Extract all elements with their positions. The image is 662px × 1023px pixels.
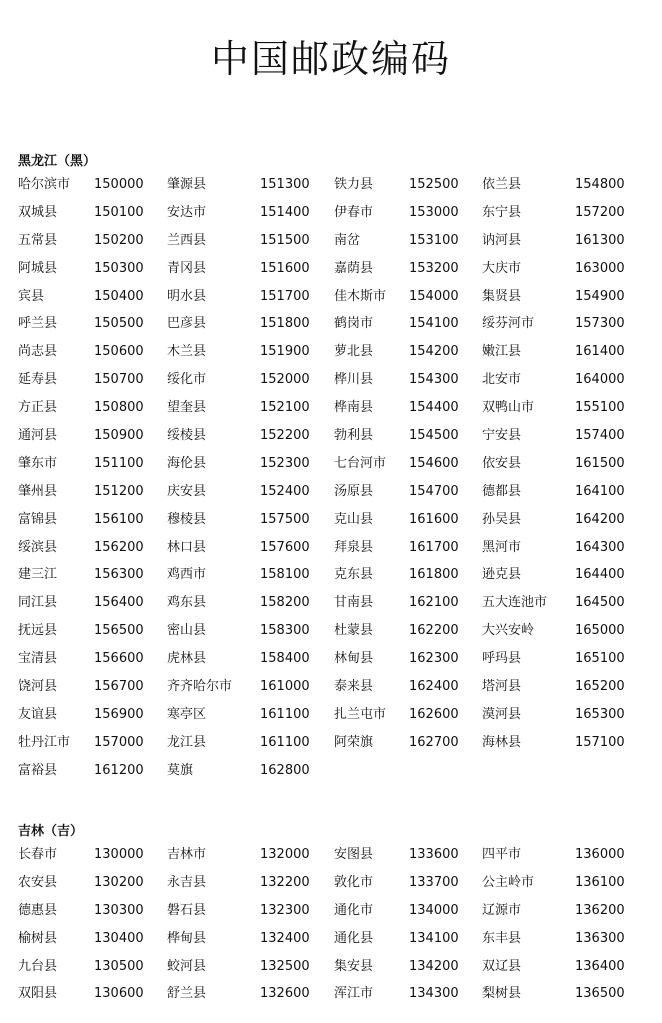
postal-code-cell: 136100 (575, 874, 625, 890)
postal-code-cell: 154100 (409, 316, 459, 332)
place-name-cell: 东宁县 (482, 204, 522, 220)
place-name-cell: 德都县 (482, 483, 522, 499)
place-name-cell: 宁安县 (482, 428, 522, 444)
place-name-cell: 延寿县 (18, 372, 58, 388)
place-name-cell: 莫旗 (167, 762, 194, 778)
postal-code-cell: 155100 (575, 400, 625, 416)
place-name-cell: 黑河市 (482, 539, 522, 555)
postal-code-cell: 157600 (260, 539, 310, 555)
place-name-cell: 宾县 (18, 288, 45, 304)
postal-code-cell: 150600 (94, 344, 144, 360)
table-row (0, 645, 662, 673)
table-row (0, 422, 662, 450)
postal-code-cell: 151500 (260, 232, 310, 248)
place-name-cell: 克东县 (334, 567, 374, 583)
place-name-cell: 安达市 (167, 204, 207, 220)
place-name-cell: 泰来县 (334, 679, 374, 695)
place-name-cell: 肇东市 (18, 455, 58, 471)
postal-code-cell: 164500 (575, 595, 625, 611)
postal-code-cell: 154300 (409, 372, 459, 388)
place-name-cell: 拜泉县 (334, 539, 374, 555)
table-row (0, 729, 662, 757)
table-row (0, 171, 662, 199)
postal-code-cell: 162100 (409, 595, 459, 611)
postal-code-cell: 162200 (409, 623, 459, 639)
table-row (0, 841, 662, 869)
postal-code-cell: 156900 (94, 706, 144, 722)
place-name-cell: 林口县 (167, 539, 207, 555)
postal-code-cell: 153000 (409, 204, 459, 220)
table-row (0, 897, 662, 925)
place-name-cell: 九台县 (18, 958, 58, 974)
postal-code-cell: 150800 (94, 400, 144, 416)
postal-code-cell: 156300 (94, 567, 144, 583)
postal-code-cell: 132000 (260, 847, 310, 862)
postal-code-cell: 158100 (260, 567, 310, 583)
postal-code-cell: 158400 (260, 651, 310, 667)
place-name-cell: 嫩江县 (482, 344, 522, 360)
place-name-cell: 敦化市 (334, 874, 374, 890)
postal-code-cell: 164200 (575, 511, 625, 527)
postal-code-cell: 157100 (575, 734, 625, 750)
postal-code-cell: 157000 (94, 734, 144, 750)
postal-code-cell: 156500 (94, 623, 144, 639)
table-row (0, 227, 662, 255)
place-name-cell: 绥滨县 (18, 539, 58, 555)
place-name-cell: 塔河县 (482, 679, 522, 695)
place-name-cell: 通河县 (18, 428, 58, 444)
postal-code-cell: 130500 (94, 958, 144, 974)
place-name-cell: 呼玛县 (482, 651, 522, 667)
postal-code-cell: 133600 (409, 847, 459, 862)
place-name-cell: 集安县 (334, 958, 374, 974)
postal-code-cell: 165200 (575, 679, 625, 695)
place-name-cell: 孙吴县 (482, 511, 522, 527)
postal-code-cell: 132400 (260, 930, 310, 946)
postal-code-cell: 153100 (409, 232, 459, 248)
place-name-cell: 密山县 (167, 623, 207, 639)
table-row (0, 673, 662, 701)
postal-code-cell: 134000 (409, 902, 459, 918)
place-name-cell: 五大连池市 (482, 595, 548, 611)
place-name-cell: 双辽县 (482, 958, 522, 974)
postal-code-cell: 151900 (260, 344, 310, 360)
place-name-cell: 甘南县 (334, 595, 374, 611)
postal-code-cell: 152200 (260, 428, 310, 444)
postal-code-cell: 161100 (260, 706, 310, 722)
postal-code-cell: 154600 (409, 455, 459, 471)
place-name-cell: 抚远县 (18, 623, 58, 639)
place-name-cell: 富裕县 (18, 762, 58, 778)
place-name-cell: 伊春市 (334, 204, 374, 220)
table-row (0, 255, 662, 283)
place-name-cell: 舒兰县 (167, 986, 207, 1002)
postal-code-cell: 134300 (409, 986, 459, 1002)
table-row (0, 561, 662, 589)
postal-code-cell: 154900 (575, 288, 625, 304)
place-name-cell: 阿城县 (18, 260, 58, 276)
place-name-cell: 肇源县 (167, 177, 207, 192)
place-name-cell: 富锦县 (18, 511, 58, 527)
postal-code-cell: 152300 (260, 455, 310, 471)
postal-code-cell: 150000 (94, 177, 144, 192)
table-row (0, 506, 662, 534)
postal-code-cell: 152400 (260, 483, 310, 499)
table-row (0, 199, 662, 227)
place-name-cell: 南岔 (334, 232, 361, 248)
table-row (0, 310, 662, 338)
place-name-cell: 桦甸县 (167, 930, 207, 946)
place-name-cell: 永吉县 (167, 874, 207, 890)
postal-code-cell: 130300 (94, 902, 144, 918)
postal-code-cell: 133700 (409, 874, 459, 890)
place-name-cell: 五常县 (18, 232, 58, 248)
postal-code-cell: 151800 (260, 316, 310, 332)
postal-code-cell: 161400 (575, 344, 625, 360)
place-name-cell: 梨树县 (482, 986, 522, 1002)
postal-code-cell: 164400 (575, 567, 625, 583)
postal-code-cell: 161500 (575, 455, 625, 471)
place-name-cell: 龙江县 (167, 734, 207, 750)
postal-code-table-heilongjiang (0, 171, 662, 785)
table-row (0, 450, 662, 478)
postal-code-cell: 151100 (94, 455, 144, 471)
postal-code-cell: 164300 (575, 539, 625, 555)
place-name-cell: 杜蒙县 (334, 623, 374, 639)
place-name-cell: 绥化市 (167, 372, 207, 388)
postal-code-cell: 130000 (94, 847, 144, 862)
postal-code-cell: 157300 (575, 316, 625, 332)
place-name-cell: 讷河县 (482, 232, 522, 248)
postal-code-cell: 130200 (94, 874, 144, 890)
postal-code-cell: 151200 (94, 483, 144, 499)
place-name-cell: 逊克县 (482, 567, 522, 583)
postal-code-cell: 136000 (575, 847, 625, 862)
place-name-cell: 榆树县 (18, 930, 58, 946)
postal-code-cell: 158300 (260, 623, 310, 639)
place-name-cell: 饶河县 (18, 679, 58, 695)
postal-code-cell: 153200 (409, 260, 459, 276)
place-name-cell: 海伦县 (167, 455, 207, 471)
place-name-cell: 青冈县 (167, 260, 207, 276)
postal-code-cell: 164000 (575, 372, 625, 388)
table-row (0, 283, 662, 311)
place-name-cell: 鸡西市 (167, 567, 207, 583)
place-name-cell: 吉林市 (167, 847, 207, 862)
postal-code-cell: 152500 (409, 177, 459, 192)
place-name-cell: 友谊县 (18, 706, 58, 722)
place-name-cell: 大兴安岭 (482, 623, 535, 639)
postal-code-cell: 158200 (260, 595, 310, 611)
postal-code-cell: 154000 (409, 288, 459, 304)
place-name-cell: 建三江 (18, 567, 58, 583)
place-name-cell: 方正县 (18, 400, 58, 416)
table-row (0, 534, 662, 562)
place-name-cell: 绥棱县 (167, 428, 207, 444)
postal-code-cell: 151700 (260, 288, 310, 304)
postal-code-cell: 161100 (260, 734, 310, 750)
postal-code-cell: 154500 (409, 428, 459, 444)
table-row (0, 953, 662, 981)
postal-code-cell: 154400 (409, 400, 459, 416)
place-name-cell: 呼兰县 (18, 316, 58, 332)
place-name-cell: 双阳县 (18, 986, 58, 1002)
table-row (0, 589, 662, 617)
postal-code-cell: 150200 (94, 232, 144, 248)
postal-code-table-jilin (0, 841, 662, 1008)
place-name-cell: 桦南县 (334, 400, 374, 416)
place-name-cell: 兰西县 (167, 232, 207, 248)
postal-code-cell: 162300 (409, 651, 459, 667)
postal-code-cell: 161700 (409, 539, 459, 555)
place-name-cell: 虎林县 (167, 651, 207, 667)
postal-code-cell: 150500 (94, 316, 144, 332)
postal-code-cell: 150300 (94, 260, 144, 276)
postal-code-cell: 150400 (94, 288, 144, 304)
place-name-cell: 牡丹江市 (18, 734, 71, 750)
place-name-cell: 依兰县 (482, 177, 522, 192)
place-name-cell: 绥芬河市 (482, 316, 535, 332)
place-name-cell: 漠河县 (482, 706, 522, 722)
postal-code-cell: 162800 (260, 762, 310, 778)
place-name-cell: 阿荣旗 (334, 734, 374, 750)
place-name-cell: 集贤县 (482, 288, 522, 304)
postal-code-cell: 157400 (575, 428, 625, 444)
place-name-cell: 长春市 (18, 847, 58, 862)
place-name-cell: 肇州县 (18, 483, 58, 499)
place-name-cell: 鹤岗市 (334, 316, 374, 332)
section-heading-heilongjiang: 黑龙江（黑） (18, 154, 97, 169)
table-row (0, 478, 662, 506)
postal-code-cell: 134100 (409, 930, 459, 946)
postal-code-cell: 132200 (260, 874, 310, 890)
postal-code-cell: 156200 (94, 539, 144, 555)
place-name-cell: 通化县 (334, 930, 374, 946)
place-name-cell: 东丰县 (482, 930, 522, 946)
place-name-cell: 寒亭区 (167, 706, 207, 722)
place-name-cell: 四平市 (482, 847, 522, 862)
table-row (0, 757, 662, 785)
table-row (0, 701, 662, 729)
place-name-cell: 七台河市 (334, 455, 387, 471)
postal-code-cell: 132300 (260, 902, 310, 918)
postal-code-cell: 130400 (94, 930, 144, 946)
place-name-cell: 桦川县 (334, 372, 374, 388)
postal-code-cell: 151400 (260, 204, 310, 220)
postal-code-cell: 161200 (94, 762, 144, 778)
document-title: 中国邮政编码 (210, 37, 451, 81)
place-name-cell: 明水县 (167, 288, 207, 304)
postal-code-cell: 156600 (94, 651, 144, 667)
table-row (0, 338, 662, 366)
postal-code-cell: 157200 (575, 204, 625, 220)
postal-code-cell: 157500 (260, 511, 310, 527)
postal-code-cell: 163000 (575, 260, 625, 276)
place-name-cell: 哈尔滨市 (18, 177, 71, 192)
place-name-cell: 通化市 (334, 902, 374, 918)
postal-code-cell: 161600 (409, 511, 459, 527)
postal-code-cell: 136300 (575, 930, 625, 946)
place-name-cell: 北安市 (482, 372, 522, 388)
postal-code-cell: 152000 (260, 372, 310, 388)
postal-code-cell: 151300 (260, 177, 310, 192)
postal-code-cell: 150100 (94, 204, 144, 220)
place-name-cell: 双鸭山市 (482, 400, 535, 416)
place-name-cell: 庆安县 (167, 483, 207, 499)
postal-code-cell: 154700 (409, 483, 459, 499)
postal-code-cell: 132500 (260, 958, 310, 974)
table-row (0, 925, 662, 953)
place-name-cell: 望奎县 (167, 400, 207, 416)
postal-code-cell: 162700 (409, 734, 459, 750)
postal-code-cell: 161300 (575, 232, 625, 248)
postal-code-cell: 161000 (260, 679, 310, 695)
place-name-cell: 鸡东县 (167, 595, 207, 611)
place-name-cell: 林甸县 (334, 651, 374, 667)
postal-code-cell: 165000 (575, 623, 625, 639)
postal-code-cell: 136500 (575, 986, 625, 1002)
place-name-cell: 依安县 (482, 455, 522, 471)
postal-code-cell: 150900 (94, 428, 144, 444)
place-name-cell: 海林县 (482, 734, 522, 750)
place-name-cell: 穆棱县 (167, 511, 207, 527)
postal-code-cell: 164100 (575, 483, 625, 499)
table-row (0, 980, 662, 1008)
place-name-cell: 齐齐哈尔市 (167, 679, 233, 695)
place-name-cell: 巴彦县 (167, 316, 207, 332)
postal-code-cell: 156700 (94, 679, 144, 695)
table-row (0, 617, 662, 645)
place-name-cell: 宝清县 (18, 651, 58, 667)
place-name-cell: 浑江市 (334, 986, 374, 1002)
section-heading-jilin: 吉林（吉） (18, 824, 84, 839)
place-name-cell: 铁力县 (334, 177, 374, 192)
place-name-cell: 双城县 (18, 204, 58, 220)
postal-code-cell: 150700 (94, 372, 144, 388)
place-name-cell: 德惠县 (18, 902, 58, 918)
place-name-cell: 安图县 (334, 847, 374, 862)
table-row (0, 869, 662, 897)
postal-code-cell: 154800 (575, 177, 625, 192)
postal-code-cell: 136400 (575, 958, 625, 974)
postal-code-cell: 162600 (409, 706, 459, 722)
place-name-cell: 大庆市 (482, 260, 522, 276)
postal-code-cell: 162400 (409, 679, 459, 695)
place-name-cell: 萝北县 (334, 344, 374, 360)
place-name-cell: 嘉荫县 (334, 260, 374, 276)
place-name-cell: 汤原县 (334, 483, 374, 499)
place-name-cell: 佳木斯市 (334, 288, 387, 304)
place-name-cell: 辽源市 (482, 902, 522, 918)
postal-code-cell: 152100 (260, 400, 310, 416)
table-row (0, 394, 662, 422)
place-name-cell: 磐石县 (167, 902, 207, 918)
postal-code-cell: 154200 (409, 344, 459, 360)
postal-code-cell: 130600 (94, 986, 144, 1002)
place-name-cell: 扎兰屯市 (334, 706, 387, 722)
postal-code-cell: 165100 (575, 651, 625, 667)
postal-code-cell: 165300 (575, 706, 625, 722)
place-name-cell: 同江县 (18, 595, 58, 611)
postal-code-cell: 156100 (94, 511, 144, 527)
postal-code-cell: 156400 (94, 595, 144, 611)
place-name-cell: 公主岭市 (482, 874, 535, 890)
place-name-cell: 克山县 (334, 511, 374, 527)
place-name-cell: 木兰县 (167, 344, 207, 360)
postal-code-cell: 161800 (409, 567, 459, 583)
table-row (0, 366, 662, 394)
place-name-cell: 农安县 (18, 874, 58, 890)
postal-code-cell: 136200 (575, 902, 625, 918)
place-name-cell: 蛟河县 (167, 958, 207, 974)
place-name-cell: 尚志县 (18, 344, 58, 360)
place-name-cell: 勃利县 (334, 428, 374, 444)
postal-code-cell: 151600 (260, 260, 310, 276)
postal-code-cell: 132600 (260, 986, 310, 1002)
postal-code-cell: 134200 (409, 958, 459, 974)
